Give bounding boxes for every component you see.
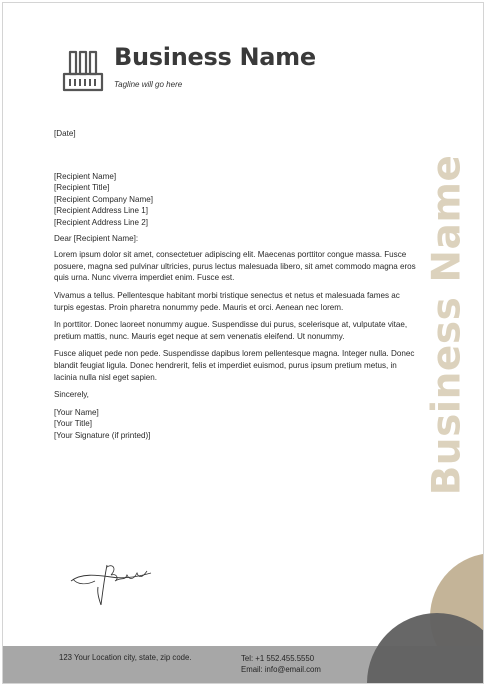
recipient-address-1: [Recipient Address Line 1] (54, 206, 149, 216)
tagline: Tagline will go here (114, 80, 183, 89)
sender-name: [Your Name] (54, 407, 99, 417)
sender-signature-label: [Your Signature (if printed)] (54, 430, 151, 440)
sender-title: [Your Title] (54, 419, 92, 429)
recipient-address-2: [Recipient Address Line 2] (54, 217, 149, 227)
salutation: Dear [Recipient Name]: (54, 233, 139, 243)
footer-address: 123 Your Location city, state, zip code. (59, 653, 192, 662)
paragraph: Lorem ipsum dolor sit amet, consectetuer adipiscing elit. Maecenas porttitor congue massa. Fusce posuere, magna sed pulvinar ultricies, purus lectus malesuada libero, sit amet commodo magna eros quis urna. Nunc viverra imperdiet enim. Fusce est. (54, 250, 416, 283)
letterhead-page (2, 2, 484, 684)
letter-body (54, 128, 419, 441)
vertical-business-name: Business Name (424, 154, 470, 496)
recipient-title: [Recipient Title] (54, 183, 110, 193)
footer-email: Email: info@email.com (241, 665, 321, 674)
recipient-block (54, 171, 419, 229)
recipient-company: [Recipient Company Name] (54, 194, 153, 204)
closing: Sincerely, (54, 390, 89, 400)
factory-icon (62, 48, 104, 94)
paragraph: Fusce aliquet pede non pede. Suspendisse dapibus lorem pellentesque magna. Integer nulla. Donec blandit feugiat ligula. Donec hendrerit, felis et imperdiet euismod, purus ipsum pretium metus, in lacinia nulla nisl eget sapien. (54, 349, 415, 382)
footer-tel: Tel: +1 552.455.5550 (241, 654, 315, 663)
paragraph: In porttitor. Donec laoreet nonummy augue. Suspendisse dui purus, scelerisque at, vulputate vitae, pretium mattis, nunc. Mauris eget neque at sem venenatis eleifend. Ut nonummy. (54, 320, 408, 341)
decorative-dark-circle (367, 613, 484, 684)
handwritten-signature (67, 559, 157, 611)
paragraph: Vivamus a tellus. Pellentesque habitant morbi tristique senectus et netus et malesuada fames ac turpis egestas. Proin pharetra nonummy pede. Mauris et orci. Aenean nec lorem. (54, 290, 400, 312)
letter-date: [Date] (54, 129, 76, 138)
sender-block (54, 407, 419, 442)
recipient-name: [Recipient Name] (54, 171, 117, 181)
footer-contact (241, 653, 321, 675)
business-name: Business Name (114, 43, 316, 71)
